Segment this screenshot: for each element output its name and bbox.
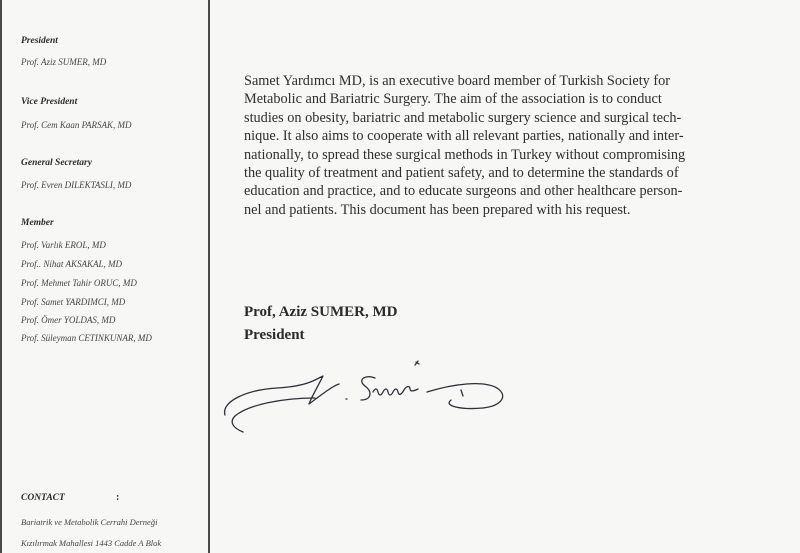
contact-heading: CONTACT — [21, 493, 65, 503]
contact-colon: : — [116, 492, 120, 503]
signer-name: Prof, Aziz SUMER, MD — [244, 304, 398, 320]
handwritten-signature — [215, 350, 515, 440]
general-secretary-name: Prof. Evren DILEKTASLI, MD — [21, 180, 132, 190]
board-sidebar — [0, 0, 208, 553]
president-heading: President — [21, 36, 58, 46]
contact-line: Kızılırmak Mahallesi 1443 Cadde A Blok — [21, 538, 162, 548]
member-item: Prof. Mehmet Tahir ORUC, MD — [21, 278, 137, 288]
member-item: Prof.. Nihat AKSAKAL, MD — [21, 259, 123, 269]
president-name: Prof. Aziz SUMER, MD — [21, 57, 107, 67]
member-heading: Member — [21, 218, 54, 228]
letter-line: studies on obesity, bariatric and metabolic surgery science and surgical tech- — [244, 109, 682, 126]
letter-line: Samet Yardımcı MD, is an executive board member of Turkish Society for — [244, 73, 671, 89]
letter-line: nique. It also aims to cooperate with all relevant parties, nationally and inter- — [244, 128, 684, 145]
member-item: Prof. Varlık EROL, MD — [21, 240, 106, 250]
vice-president-name: Prof. Cem Kaan PARSAK, MD — [21, 120, 132, 130]
letter-line: the quality of treatment and patient safety, and to determine the standards of — [244, 165, 679, 182]
letter-body — [244, 72, 748, 219]
vice-president-heading: Vice President — [21, 97, 78, 107]
signer-title: President — [244, 327, 305, 343]
contact-line: Bariatrik ve Metabolik Cerrahi Derneği — [21, 517, 158, 527]
letter-line: nationally, to spread these surgical methods in Turkey without compromising — [244, 146, 686, 163]
sidebar-divider — [208, 0, 210, 553]
letter-line: nel and patients. This document has been prepared with his request. — [244, 201, 631, 218]
member-item: Prof. Samet YARDIMCI, MD — [21, 297, 126, 307]
letter-line: Metabolic and Bariatric Surgery. The aim of the association is to conduct — [244, 91, 662, 108]
letter-line: education and practice, and to educate surgeons and other healthcare person- — [244, 183, 683, 200]
member-item: Prof. Ömer YOLDAS, MD — [21, 315, 116, 325]
general-secretary-heading: General Secretary — [21, 158, 92, 168]
member-item: Prof. Süleyman CETINKUNAR, MD — [21, 333, 152, 343]
